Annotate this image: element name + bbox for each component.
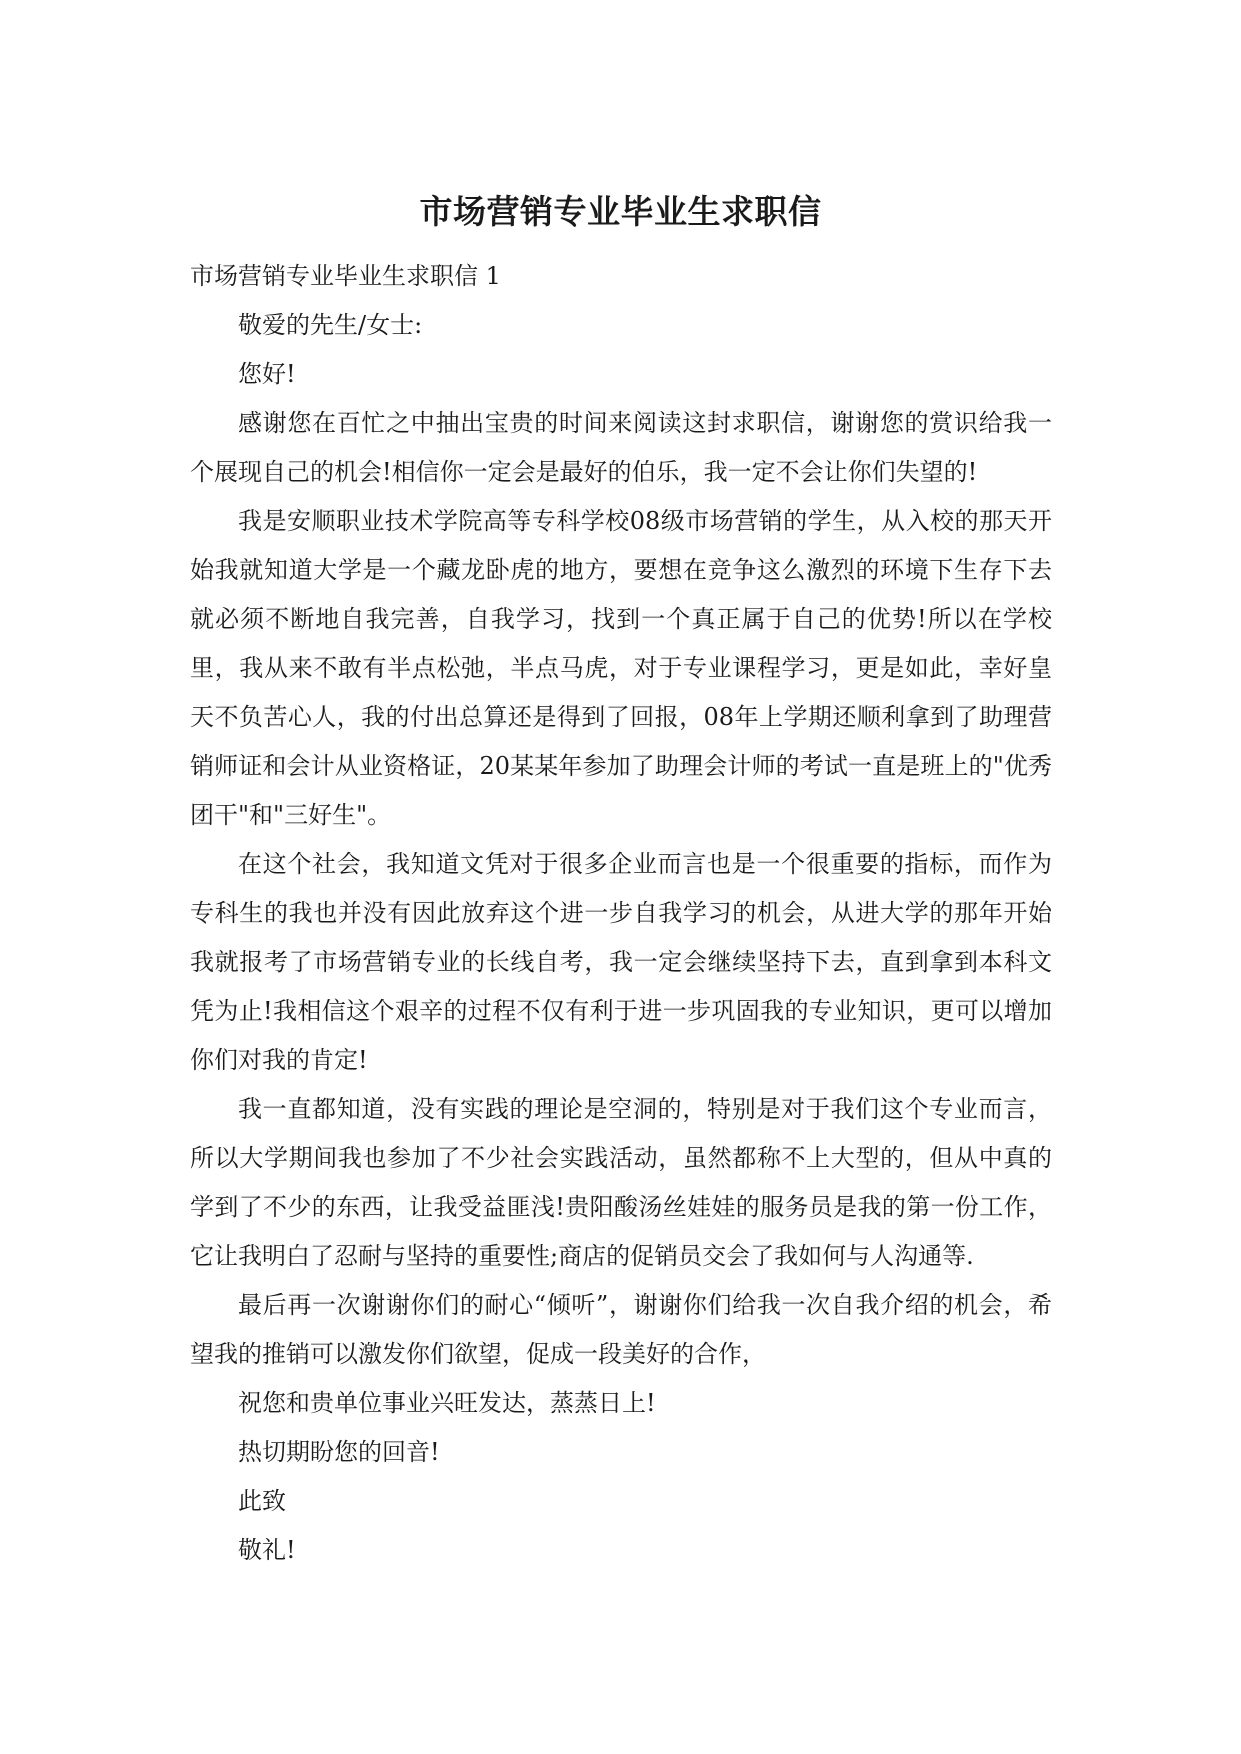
paragraph-self-study: 在这个社会，我知道文凭对于很多企业而言也是一个很重要的指标，而作为专科生的我也并没有因此放弃这个进一步自我学习的机会，从进大学的那年开始我就报考了市场营销专业的长线自考，我一定会继续坚持下去，直到拿到本科文凭为止!我相信这个艰辛的过程不仅有利于进一步巩固我的专业知识，更可以增加你们对我的肯定!	[190, 850, 1052, 1074]
paragraph-practice: 我一直都知道，没有实践的理论是空洞的，特别是对于我们这个专业而言，所以大学期间我也参加了不少社会实践活动，虽然都称不上大型的，但从中真的学到了不少的东西，让我受益匪浅!贵阳酸汤丝娃娃的服务员是我的第一份工作，它让我明白了忍耐与坚持的重要性;商店的促销员交会了我如何与人沟通等.	[190, 1095, 1052, 1270]
sign-off-line: 此致	[238, 1487, 286, 1515]
paragraph-education: 我是安顺职业技术学院高等专科学校08级市场营销的学生，从入校的那天开始我就知道大学是一个藏龙卧虎的地方，要想在竞争这么激烈的环境下生存下去就必须不断地自我完善，自我学习，找到一个真正属于自己的优势!所以在学校里，我从来不敢有半点松弛，半点马虎，对于专业课程学习，更是如此，幸好皇天不负苦心人，我的付出总算还是得到了回报，08年上学期还顺利拿到了助理营销师证和会计从业资格证，20某某年参加了助理会计师的考试一直是班上的"优秀团干"和"三好生"。	[190, 507, 1052, 829]
wishes-line: 祝您和贵单位事业兴旺发达，蒸蒸日上!	[238, 1389, 656, 1417]
salute-line: 敬礼!	[238, 1536, 296, 1564]
paragraph-thanks: 感谢您在百忙之中抽出宝贵的时间来阅读这封求职信，谢谢您的赏识给我一个展现自己的机会!相信你一定会是最好的伯乐，我一定不会让你们失望的!	[190, 409, 1052, 486]
reply-line: 热切期盼您的回音!	[238, 1438, 440, 1466]
letter-heading: 市场营销专业毕业生求职信 1	[190, 262, 501, 290]
greeting: 您好!	[238, 360, 296, 388]
salutation: 敬爱的先生/女士:	[238, 311, 423, 339]
document-body	[190, 252, 1052, 1575]
paragraph-closing: 最后再一次谢谢你们的耐心“倾听”，谢谢你们给我一次自我介绍的机会，希望我的推销可以激发你们欲望，促成一段美好的合作，	[190, 1291, 1052, 1368]
document-title: 市场营销专业毕业生求职信	[419, 192, 822, 231]
